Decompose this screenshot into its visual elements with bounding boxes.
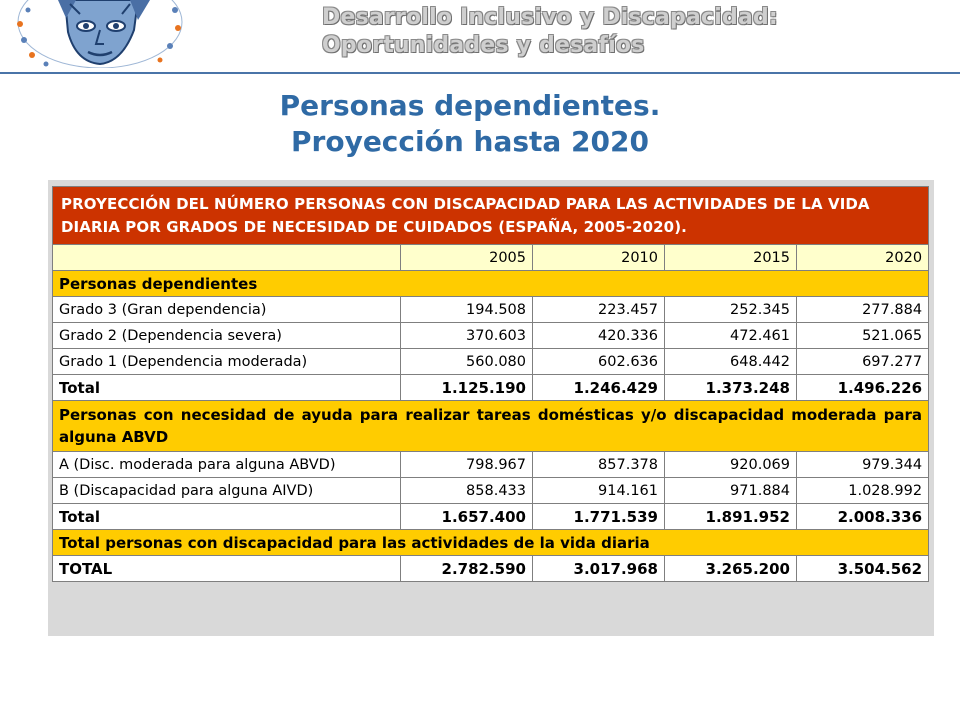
total-row [53,375,929,401]
value-cell: 521.065 [797,323,929,349]
value-cell: 2.008.336 [797,504,929,530]
presentation-title-line2: Oportunidades y desafíos [322,33,645,58]
value-cell: 223.457 [533,297,665,323]
value-cell: 602.636 [533,349,665,375]
row-label: Total [53,375,401,401]
slide-header [0,0,960,74]
value-cell: 914.161 [533,478,665,504]
grand-total-row [53,556,929,582]
table-row [53,349,929,375]
value-cell: 1.891.952 [665,504,797,530]
value-cell: 370.603 [401,323,533,349]
year-header-cell: 2020 [797,245,929,271]
total-row [53,504,929,530]
value-cell: 798.967 [401,452,533,478]
value-cell: 858.433 [401,478,533,504]
table-row [53,297,929,323]
row-label: Grado 3 (Gran dependencia) [53,297,401,323]
value-cell: 560.080 [401,349,533,375]
value-cell: 1.657.400 [401,504,533,530]
value-cell: 1.246.429 [533,375,665,401]
table-row [53,478,929,504]
value-cell: 1.028.992 [797,478,929,504]
year-header-cell: 2010 [533,245,665,271]
row-label: Grado 1 (Dependencia moderada) [53,349,401,375]
table-row [53,323,929,349]
table-row [53,452,929,478]
value-cell: 252.345 [665,297,797,323]
slide-title [0,88,940,160]
section-header: Total personas con discapacidad para las actividades de la vida diaria [53,530,929,556]
value-cell: 1.373.248 [665,375,797,401]
value-cell: 194.508 [401,297,533,323]
value-cell: 920.069 [665,452,797,478]
value-cell: 472.461 [665,323,797,349]
row-label: Grado 2 (Dependencia severa) [53,323,401,349]
value-cell: 277.884 [797,297,929,323]
value-cell: 1.496.226 [797,375,929,401]
table-panel [48,180,934,636]
logo [10,0,185,68]
year-header-cell: 2015 [665,245,797,271]
year-header-row [53,245,929,271]
year-header-cell: 2005 [401,245,533,271]
slide-title-line1: Personas dependientes. [279,89,661,122]
value-cell: 648.442 [665,349,797,375]
value-cell: 3.265.200 [665,556,797,582]
face-logo-icon [10,0,185,68]
slide-title-line2: Proyección hasta 2020 [291,125,649,158]
value-cell: 2.782.590 [401,556,533,582]
section-header-row [53,530,929,556]
value-cell: 857.378 [533,452,665,478]
presentation-title-line1: Desarrollo Inclusivo y Discapacidad: [322,5,778,30]
year-header-blank [53,245,401,271]
section-header: Personas con necesidad de ayuda para realizar tareas domésticas y/o discapacidad moderada para alguna ABVD [53,401,929,452]
row-label: B (Discapacidad para alguna AIVD) [53,478,401,504]
section-header-row [53,401,929,452]
value-cell: 971.884 [665,478,797,504]
row-label: A (Disc. moderada para alguna ABVD) [53,452,401,478]
projection-table [52,186,929,582]
row-label: Total [53,504,401,530]
value-cell: 420.336 [533,323,665,349]
value-cell: 3.017.968 [533,556,665,582]
value-cell: 979.344 [797,452,929,478]
value-cell: 697.277 [797,349,929,375]
section-header: Personas dependientes [53,271,929,297]
header-divider [0,72,960,74]
section-header-row [53,271,929,297]
row-label: TOTAL [53,556,401,582]
value-cell: 3.504.562 [797,556,929,582]
table-caption-row [53,187,929,245]
value-cell: 1.125.190 [401,375,533,401]
value-cell: 1.771.539 [533,504,665,530]
presentation-title [322,4,778,60]
table-caption: PROYECCIÓN DEL NÚMERO PERSONAS CON DISCAPACIDAD PARA LAS ACTIVIDADES DE LA VIDA DIARIA POR GRADOS DE NECESIDAD DE CUIDADOS (ESPAÑA, 2005-2020). [53,187,929,245]
